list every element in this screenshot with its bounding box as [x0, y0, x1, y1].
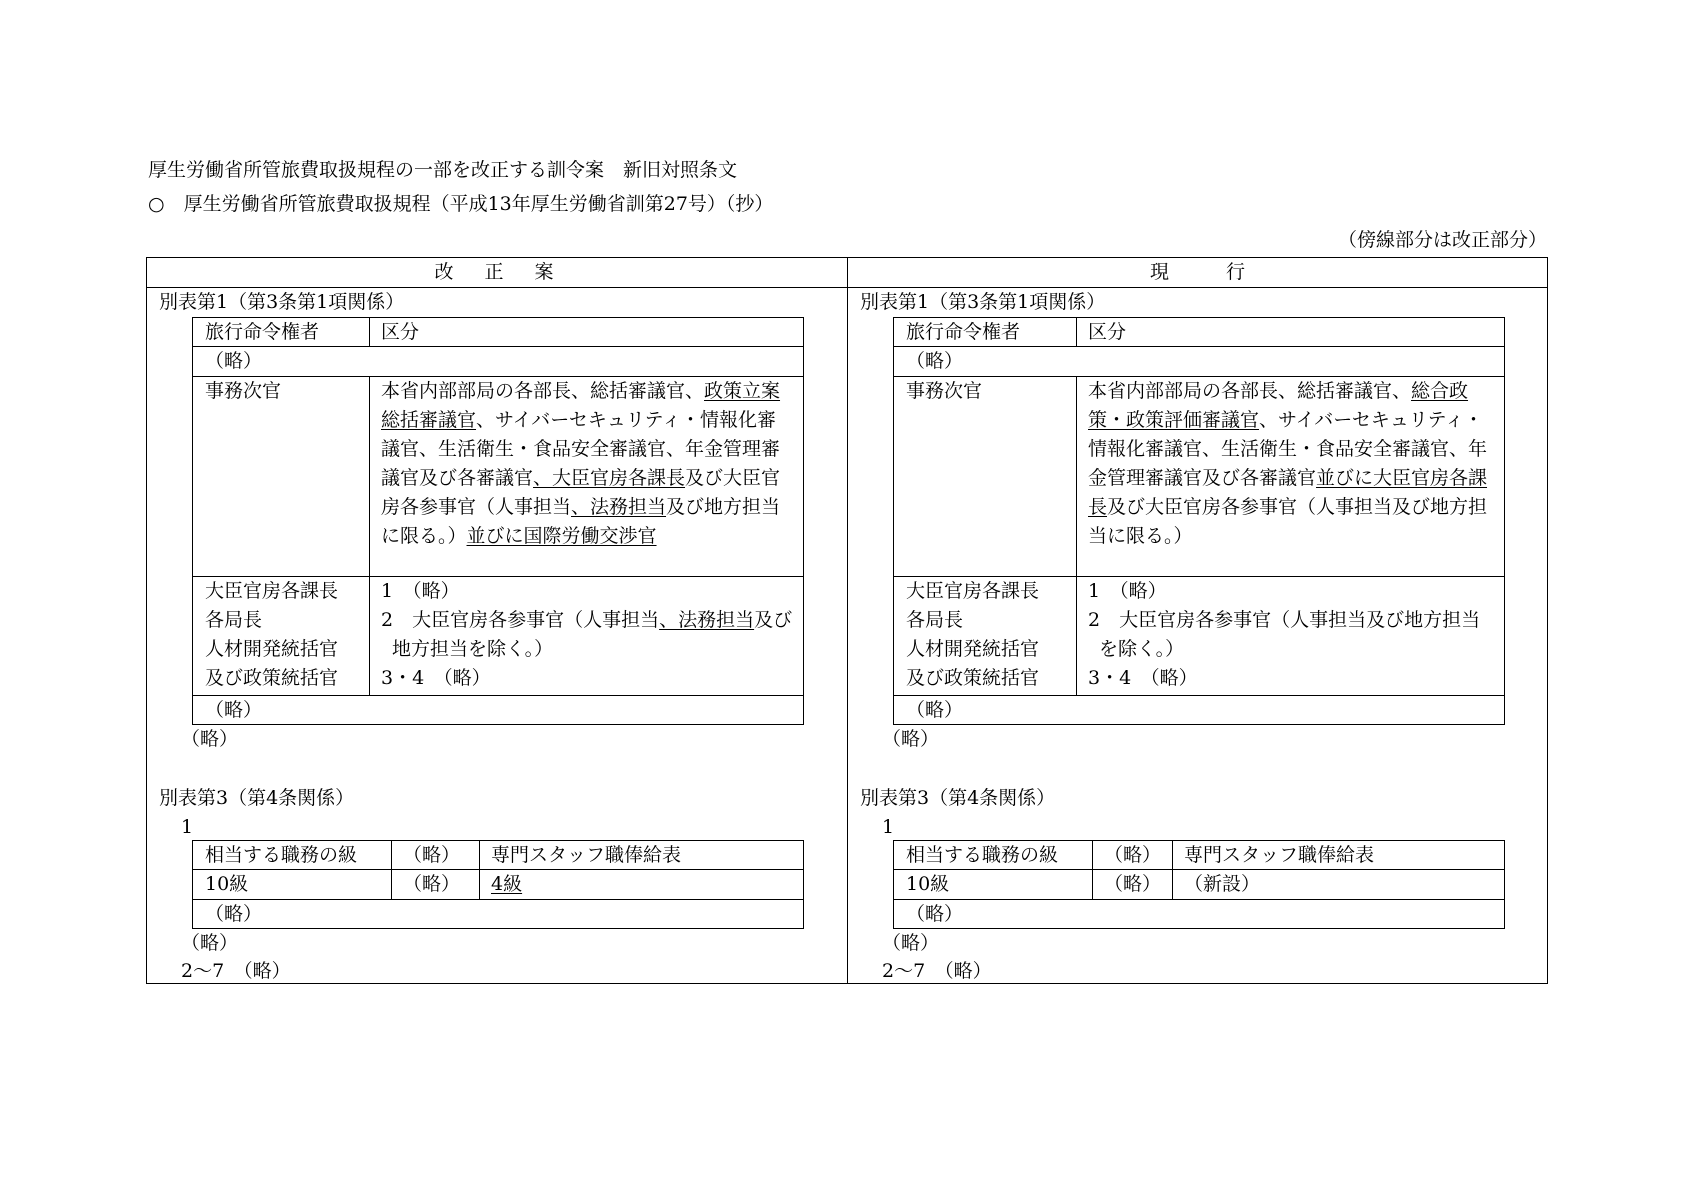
underlined-amendment: 総合政策・政策評価審議官 — [1088, 380, 1469, 431]
table1-grid — [893, 317, 1505, 725]
table3-number: 1 — [882, 816, 895, 838]
table1-heading: 別表第1（第3条第1項関係） — [159, 291, 405, 313]
old-column-header: 現 行 — [1149, 261, 1245, 283]
table3-heading: 別表第3（第4条関係） — [860, 787, 1056, 809]
col-omitted-header: （略） — [1104, 844, 1162, 866]
table3-grid — [893, 840, 1505, 929]
col-traveler-header: 旅行命令権者 — [205, 321, 320, 343]
grade-10: 10級 — [205, 873, 249, 895]
bureau-scope: 1 （略） 2 大臣官房各参事官（人事担当、法務担当及び地方担当を除く。） 3・4 （略） — [381, 580, 793, 689]
after-table1-omitted: （略） — [181, 728, 239, 750]
omitted-row: （略） — [205, 350, 263, 372]
underlined-amendment: 並びに国際労働交渉官 — [466, 525, 657, 547]
omitted-row: （略） — [906, 350, 964, 372]
underline-note: （傍線部分は改正部分） — [1337, 229, 1547, 251]
table3-omitted-row: （略） — [205, 903, 263, 925]
table1-heading: 別表第1（第3条第1項関係） — [860, 291, 1106, 313]
document-title-text: 厚生労働省所管旅費取扱規程の一部を改正する訓令案 新旧対照条文 — [148, 159, 738, 181]
table3-grid — [192, 840, 804, 929]
jimujikan-scope: 本省内部部局の各部長、総括審議官、政策立案総括審議官、サイバーセキュリティ・情報化審議官、生活衛生・食品安全審議官、年金管理審議官及び各審議官、大臣官房各課長及び大臣官房各参事官（人事担当、法務担当及び地方担当に限る。）並びに国際労働交渉官 — [381, 380, 781, 547]
current-version-column — [848, 288, 1547, 984]
col-salary-header: 専門スタッフ職俸給表 — [1184, 844, 1375, 866]
col-category-header: 区分 — [1088, 321, 1127, 343]
bureau-label: 大臣官房各課長 各局長 人材開発統括官 及び政策統括官 — [906, 580, 1040, 689]
grade-omitted: （略） — [1104, 873, 1162, 895]
underlined-amendment: 4級 — [491, 873, 523, 895]
col-category-header: 区分 — [381, 321, 420, 343]
jimujikan-label: 事務次官 — [906, 380, 983, 402]
table3-heading: 別表第3（第4条関係） — [159, 787, 355, 809]
omitted-row-last: （略） — [205, 699, 263, 721]
underlined-amendment: 、大臣官房各課長 — [533, 467, 686, 489]
grade-new-value — [491, 870, 522, 899]
document-subtitle: ○ 厚生労働省所管旅費取扱規程（平成13年厚生労働省訓第27号）（抄） — [148, 193, 774, 215]
col-omitted-header: （略） — [403, 844, 461, 866]
jimujikan-label: 事務次官 — [205, 380, 282, 402]
grade-10: 10級 — [906, 873, 950, 895]
comparison-table — [146, 257, 1548, 984]
item2: 2 大臣官房各参事官（人事担当、法務担当及び地方担当を除く。） — [381, 609, 793, 660]
grade-omitted: （略） — [403, 873, 461, 895]
col-salary-header: 専門スタッフ職俸給表 — [491, 844, 682, 866]
col-traveler-header: 旅行命令権者 — [906, 321, 1021, 343]
underlined-amendment: 、法務担当 — [571, 496, 667, 518]
grade-old-value: （新設） — [1184, 873, 1261, 895]
underlined-amendment: 政策立案総括審議官 — [381, 380, 781, 431]
after-table3-omitted: （略） — [882, 932, 940, 954]
underlined-amendment: 並びに大臣官房各課長 — [1088, 467, 1488, 518]
new-column-header: 改 正 案 — [434, 261, 560, 283]
table1-grid — [192, 317, 804, 725]
table3-omitted-row: （略） — [906, 903, 964, 925]
after-table3-omitted: （略） — [181, 932, 239, 954]
table3-number: 1 — [181, 816, 194, 838]
item2: 2 大臣官房各参事官（人事担当及び地方担当を除く。） — [1088, 609, 1481, 660]
after-table1-omitted: （略） — [882, 728, 940, 750]
col-grade-header: 相当する職務の級 — [205, 844, 358, 866]
omitted-row-last: （略） — [906, 699, 964, 721]
table3-footer: 2～7 （略） — [181, 960, 291, 982]
bureau-scope: 1 （略） 2 大臣官房各参事官（人事担当及び地方担当を除く。） 3・4 （略） — [1088, 577, 1496, 693]
underlined-amendment: 、法務担当 — [659, 609, 755, 631]
table3-footer: 2～7 （略） — [882, 960, 992, 982]
col-grade-header: 相当する職務の級 — [906, 844, 1059, 866]
new-version-column — [147, 288, 846, 984]
bureau-label: 大臣官房各課長 各局長 人材開発統括官 及び政策統括官 — [205, 580, 339, 689]
jimujikan-scope: 本省内部部局の各部長、総括審議官、総合政策・政策評価審議官、サイバーセキュリティ・情報化審議官、生活衛生・食品安全審議官、年金管理審議官及び各審議官並びに大臣官房各課長及び大臣官房各参事官（人事担当及び地方担当に限る。） — [1088, 380, 1488, 547]
